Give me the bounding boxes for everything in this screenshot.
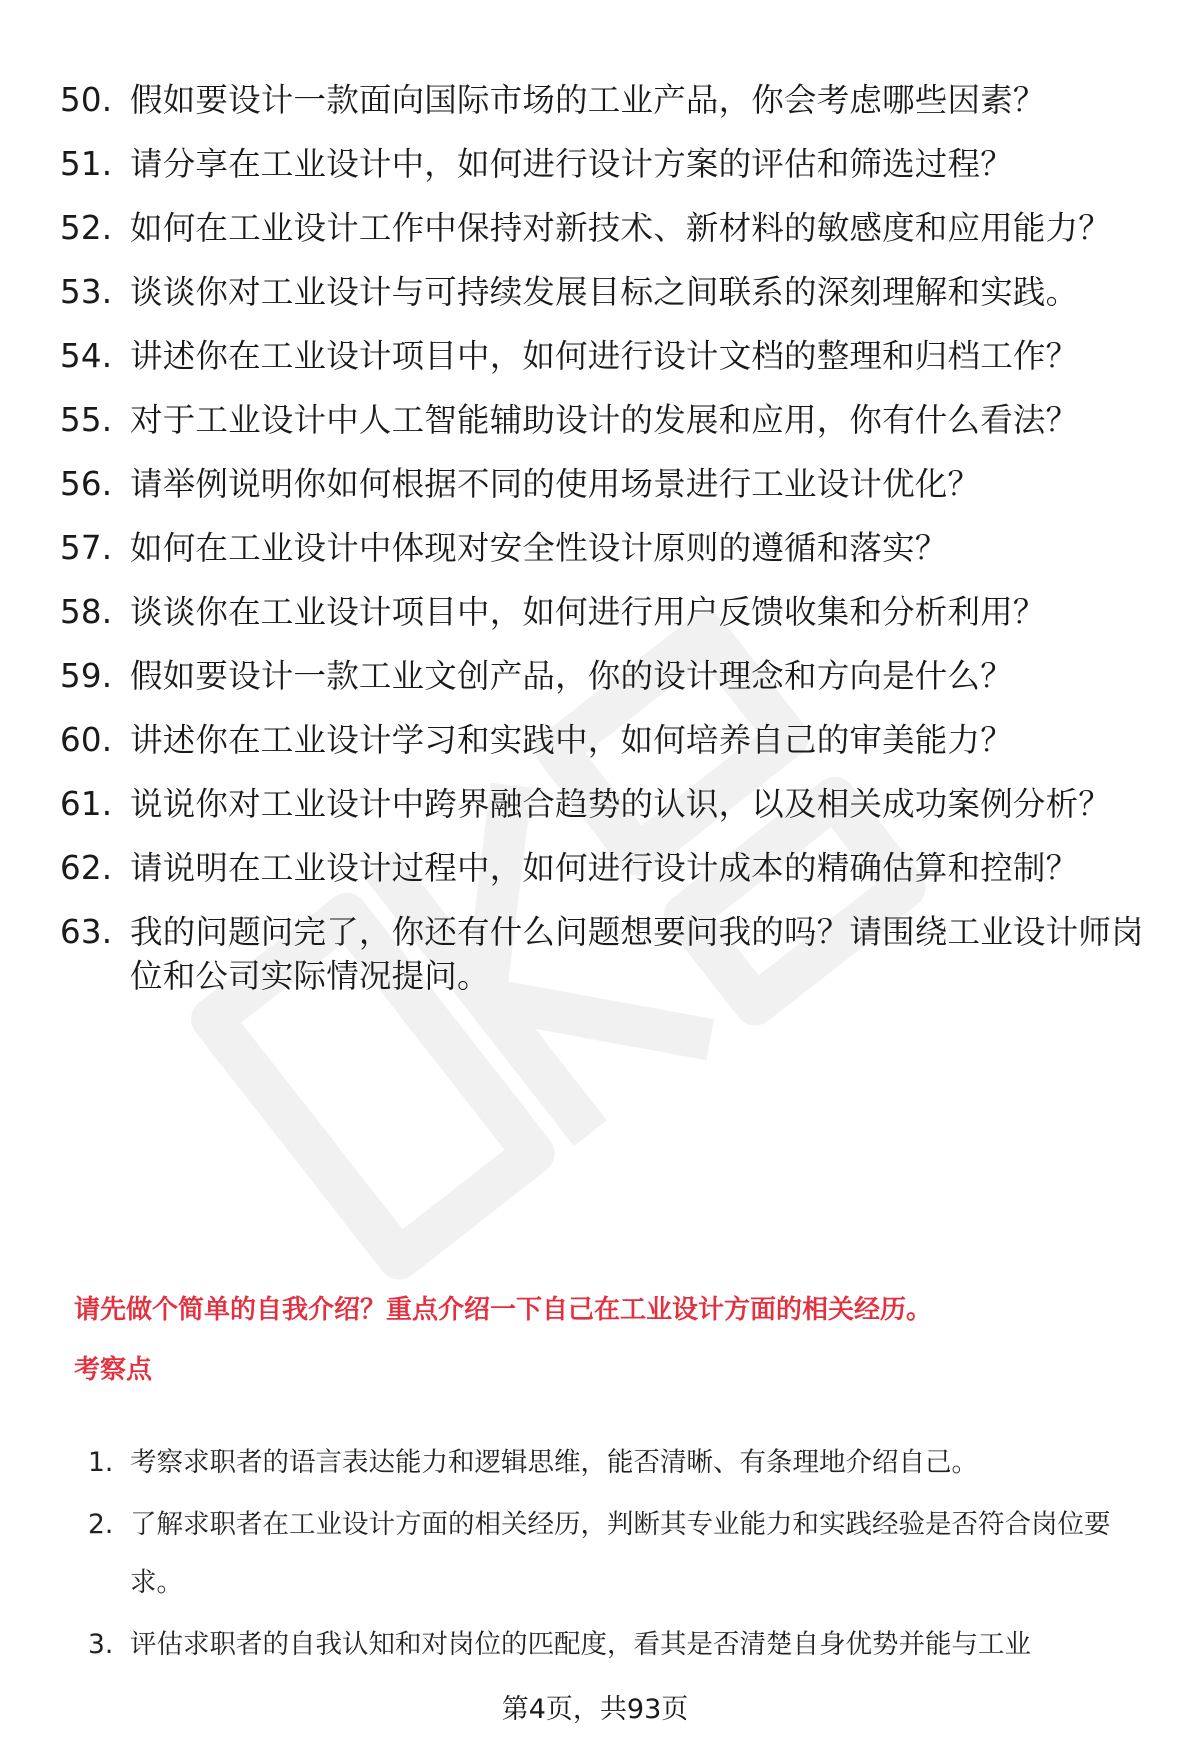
question-number: 63. <box>60 913 113 951</box>
question-text: 请说明在工业设计过程中，如何进行设计成本的精确估算和控制？ <box>130 849 1079 887</box>
question-item <box>60 270 1160 314</box>
page-number-footer: 第4页，共93页 <box>501 1694 689 1725</box>
question-number: 60. <box>60 721 113 759</box>
question-number: 57. <box>60 529 113 567</box>
question-number: 50. <box>60 81 113 119</box>
question-item <box>60 718 1160 762</box>
point-number: 2. <box>88 1509 114 1540</box>
question-item <box>60 910 1160 998</box>
assessment-point <box>88 1434 1158 1492</box>
assessment-point <box>88 1496 1158 1612</box>
question-number: 55. <box>60 401 113 439</box>
question-number: 51. <box>60 145 113 183</box>
question-number: 61. <box>60 785 113 823</box>
question-text: 如何在工业设计工作中保持对新技术、新材料的敏感度和应用能力？ <box>130 209 1112 247</box>
question-item <box>60 462 1160 506</box>
question-text: 谈谈你在工业设计项目中，如何进行用户反馈收集和分析利用？ <box>130 593 1046 631</box>
question-text: 假如要设计一款面向国际市场的工业产品，你会考虑哪些因素？ <box>130 81 1046 119</box>
point-text: 了解求职者在工业设计方面的相关经历，判断其专业能力和实践经验是否符合岗位要求。 <box>130 1509 1111 1598</box>
question-number: 53. <box>60 273 113 311</box>
section-subheading: 考察点 <box>74 1355 153 1385</box>
question-number: 58. <box>60 593 113 631</box>
question-number: 54. <box>60 337 113 375</box>
point-number: 3. <box>88 1629 114 1660</box>
question-item <box>60 206 1160 250</box>
question-text: 我的问题问完了，你还有什么问题想要问我的吗？请围绕工业设计师岗位和公司实际情况提问。 <box>130 913 1144 995</box>
point-number: 1. <box>88 1447 114 1478</box>
section-heading: 请先做个简单的自我介绍？重点介绍一下自己在工业设计方面的相关经历。 <box>74 1295 933 1325</box>
point-text: 考察求职者的语言表达能力和逻辑思维，能否清晰、有条理地介绍自己。 <box>130 1447 978 1478</box>
question-item <box>60 398 1160 442</box>
question-item <box>60 78 1160 122</box>
point-text: 评估求职者的自我认知和对岗位的匹配度，看其是否清楚自身优势并能与工业 <box>130 1629 1031 1660</box>
question-text: 对于工业设计中人工智能辅助设计的发展和应用，你有什么看法？ <box>130 401 1079 439</box>
question-text: 请举例说明你如何根据不同的使用场景进行工业设计优化？ <box>130 465 981 503</box>
question-item <box>60 782 1160 826</box>
question-item <box>60 846 1160 890</box>
assessment-point <box>88 1616 1158 1674</box>
question-item <box>60 526 1160 570</box>
question-text: 说说你对工业设计中跨界融合趋势的认识，以及相关成功案例分析？ <box>130 785 1112 823</box>
question-text: 请分享在工业设计中，如何进行设计方案的评估和筛选过程？ <box>130 145 1013 183</box>
question-item <box>60 142 1160 186</box>
question-item <box>60 334 1160 378</box>
question-text: 谈谈你对工业设计与可持续发展目标之间联系的深刻理解和实践。 <box>130 273 1079 311</box>
question-text: 假如要设计一款工业文创产品，你的设计理念和方向是什么？ <box>130 657 1013 695</box>
question-item <box>60 590 1160 634</box>
question-number: 52. <box>60 209 113 247</box>
question-list <box>60 78 1160 1018</box>
question-text: 讲述你在工业设计项目中，如何进行设计文档的整理和归档工作？ <box>130 337 1079 375</box>
assessment-points-list <box>88 1434 1158 1678</box>
question-number: 59. <box>60 657 113 695</box>
question-item <box>60 654 1160 698</box>
question-text: 如何在工业设计中体现对安全性设计原则的遵循和落实？ <box>130 529 948 567</box>
question-number: 56. <box>60 465 113 503</box>
question-text: 讲述你在工业设计学习和实践中，如何培养自己的审美能力？ <box>130 721 1013 759</box>
question-number: 62. <box>60 849 113 887</box>
